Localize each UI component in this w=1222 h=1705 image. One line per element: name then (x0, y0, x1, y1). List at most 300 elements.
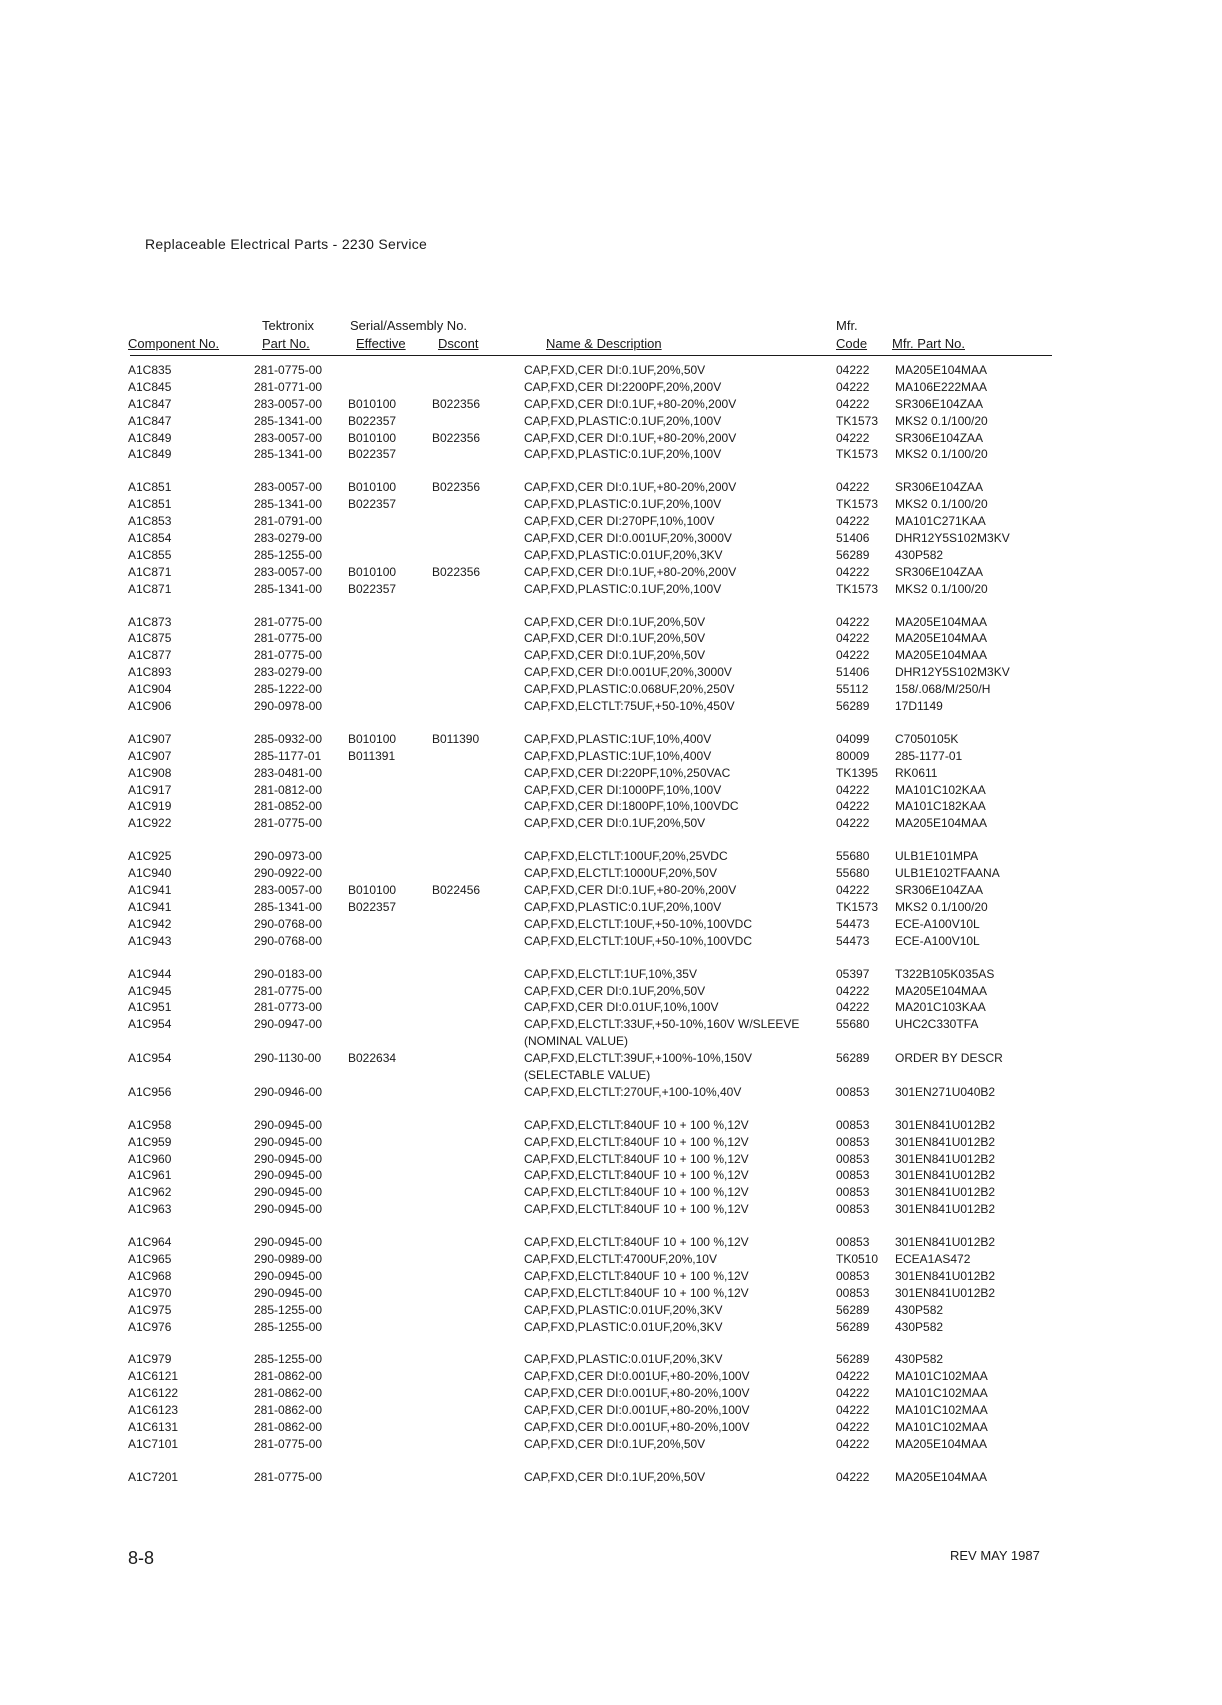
part-description: CAP,FXD,CER DI:0.001UF,+80-20%,100V (524, 1369, 750, 1384)
mfr-code: 51406 (836, 531, 870, 546)
serial-effective: B010100 (348, 430, 397, 445)
component-number: A1C849 (128, 447, 172, 462)
mfr-code: 55112 (836, 682, 869, 697)
part-description: CAP,FXD,CER DI:0.1UF,+80-20%,200V (524, 396, 737, 411)
part-description: CAP,FXD,PLASTIC:1UF,10%,400V (524, 748, 712, 763)
part-description: CAP,FXD,ELCTLT:100UF,20%,25VDC (524, 849, 728, 864)
part-description: CAP,FXD,ELCTLT:4700UF,20%,10V (524, 1252, 717, 1266)
table-row (0, 430, 1222, 447)
tektronix-part-number: 281-0862-00 (254, 1403, 323, 1418)
mfr-code: 04099 (836, 731, 870, 746)
part-description: CAP,FXD,PLASTIC:0.1UF,20%,100V (524, 413, 722, 428)
component-number: A1C964 (128, 1235, 172, 1250)
mfr-code: 04222 (836, 363, 870, 377)
mfr-code: 55680 (836, 1017, 870, 1032)
table-row (0, 933, 1222, 950)
mfr-part-number: MA205E104MAA (895, 631, 988, 646)
mfr-part-number: 301EN841U012B2 (895, 1151, 996, 1166)
tektronix-part-number: 281-0775-00 (254, 631, 323, 646)
mfr-code: 04222 (836, 480, 870, 495)
component-number: A1C975 (128, 1302, 172, 1317)
tektronix-part-number: 285-1341-00 (254, 899, 323, 914)
serial-effective: B010100 (348, 883, 397, 898)
part-description: CAP,FXD,PLASTIC:0.01UF,20%,3KV (524, 1352, 723, 1367)
mfr-part-number: 301EN841U012B2 (895, 1185, 996, 1200)
table-row (0, 1184, 1222, 1201)
mfr-code: 04222 (836, 1420, 870, 1435)
component-number: A1C922 (128, 816, 172, 831)
serial-effective: B010100 (348, 564, 397, 579)
component-number: A1C963 (128, 1202, 172, 1217)
mfr-part-number: ULB1E101MPA (895, 849, 979, 864)
tektronix-part-number: 281-0775-00 (254, 648, 323, 663)
mfr-code: TK1573 (836, 497, 879, 512)
component-number: A1C940 (128, 866, 172, 881)
table-row (0, 547, 1222, 564)
component-number: A1C855 (128, 547, 172, 562)
tektronix-part-number: 290-0973-00 (254, 849, 323, 864)
component-number: A1C849 (128, 430, 172, 445)
col-header-serial: Serial/Assembly No. (350, 318, 468, 333)
part-description: CAP,FXD,ELCTLT:840UF 10 + 100 %,12V (524, 1185, 749, 1200)
mfr-part-number: MA101C102KAA (895, 782, 986, 797)
component-number: A1C959 (128, 1134, 172, 1149)
part-description: CAP,FXD,ELCTLT:10UF,+50-10%,100VDC (524, 916, 752, 931)
tektronix-part-number: 285-1177-01 (254, 748, 322, 763)
component-number: A1C960 (128, 1151, 172, 1166)
tektronix-part-number: 290-0945-00 (254, 1285, 323, 1300)
row-group (0, 966, 1222, 1101)
part-description: CAP,FXD,CER DI:2200PF,20%,200V (524, 379, 722, 394)
mfr-code: 80009 (836, 748, 870, 763)
mfr-code: 04222 (836, 1000, 870, 1015)
part-description: CAP,FXD,CER DI:0.001UF,+80-20%,100V (524, 1386, 750, 1401)
tektronix-part-number: 290-0947-00 (254, 1017, 323, 1032)
table-row (0, 1084, 1222, 1101)
col-header-description: Name & Description (546, 336, 662, 351)
component-number: A1C942 (128, 916, 172, 931)
part-description: CAP,FXD,CER DI:0.1UF,20%,50V (524, 648, 706, 663)
mfr-code: 54473 (836, 916, 870, 931)
mfr-part-number: MA101C102MAA (895, 1369, 988, 1384)
mfr-part-number: T322B105K035AS (895, 966, 995, 981)
component-number: A1C941 (128, 883, 172, 898)
mfr-part-number: MA205E104MAA (895, 363, 988, 377)
mfr-part-number: 301EN841U012B2 (895, 1285, 996, 1300)
serial-effective: B010100 (348, 480, 397, 495)
table-row (0, 1469, 1222, 1486)
mfr-code: 04222 (836, 396, 870, 411)
serial-effective: B022357 (348, 447, 397, 462)
mfr-part-number: SR306E104ZAA (895, 883, 984, 898)
revision-date: REV MAY 1987 (950, 1548, 1040, 1563)
part-description: CAP,FXD,CER DI:0.001UF,20%,3000V (524, 665, 732, 680)
table-row (0, 496, 1222, 513)
table-row (0, 564, 1222, 581)
component-number: A1C854 (128, 531, 172, 546)
tektronix-part-number: 281-0775-00 (254, 1436, 323, 1451)
part-description: CAP,FXD,CER DI:0.001UF,20%,3000V (524, 531, 732, 546)
mfr-part-number: MA205E104MAA (895, 1469, 988, 1484)
table-row (0, 1419, 1222, 1436)
table-row (0, 664, 1222, 681)
table-row (0, 614, 1222, 631)
component-number: A1C951 (128, 1000, 172, 1015)
tektronix-part-number: 283-0057-00 (254, 564, 323, 579)
tektronix-part-number: 285-1222-00 (254, 682, 323, 697)
tektronix-part-number: 290-0945-00 (254, 1168, 323, 1183)
part-description: CAP,FXD,CER DI:0.1UF,+80-20%,200V (524, 430, 737, 445)
table-row (0, 647, 1222, 664)
table-row (0, 1319, 1222, 1336)
tektronix-part-number: 285-1255-00 (254, 1319, 323, 1334)
mfr-part-number: MA205E104MAA (895, 648, 988, 663)
col-header-tek-top: Tektronix (262, 318, 315, 333)
component-number: A1C979 (128, 1352, 172, 1367)
tektronix-part-number: 285-1341-00 (254, 447, 323, 462)
component-number: A1C906 (128, 699, 172, 714)
tektronix-part-number: 281-0862-00 (254, 1420, 323, 1435)
tektronix-part-number: 290-0945-00 (254, 1268, 323, 1283)
mfr-part-number: DHR12Y5S102M3KV (895, 531, 1010, 546)
mfr-part-number: ORDER BY DESCR (895, 1051, 1003, 1066)
mfr-part-number: SR306E104ZAA (895, 564, 984, 579)
mfr-part-number: C7050105K (895, 731, 959, 746)
mfr-part-number: SR306E104ZAA (895, 480, 984, 495)
table-row (0, 1285, 1222, 1302)
tektronix-part-number: 285-1341-00 (254, 413, 323, 428)
component-number: A1C851 (128, 497, 172, 512)
tektronix-part-number: 281-0773-00 (254, 1000, 323, 1015)
component-number: A1C6121 (128, 1369, 179, 1384)
component-number: A1C925 (128, 849, 172, 864)
table-row (0, 1167, 1222, 1184)
table-row (0, 765, 1222, 782)
table-row (0, 581, 1222, 598)
part-description: CAP,FXD,ELCTLT:840UF 10 + 100 %,12V (524, 1117, 749, 1132)
mfr-code: 00853 (836, 1168, 870, 1183)
component-number: A1C847 (128, 396, 172, 411)
mfr-part-number: MKS2 0.1/100/20 (895, 899, 988, 914)
serial-effective: B022357 (348, 413, 397, 428)
table-row (0, 899, 1222, 916)
mfr-code: 55680 (836, 849, 870, 864)
table-row (0, 782, 1222, 799)
mfr-part-number: 301EN841U012B2 (895, 1235, 996, 1250)
component-number: A1C7101 (128, 1436, 179, 1451)
part-description: CAP,FXD,CER DI:0.1UF,20%,50V (524, 614, 706, 629)
part-description (524, 1050, 752, 1084)
row-group (0, 479, 1222, 597)
part-description: CAP,FXD,PLASTIC:0.1UF,20%,100V (524, 581, 722, 596)
part-description-line: CAP,FXD,ELCTLT:39UF,+100%-10%,150V (524, 1051, 753, 1066)
mfr-code: 04222 (836, 816, 870, 831)
mfr-code: 04222 (836, 1436, 870, 1451)
component-number: A1C943 (128, 933, 172, 948)
tektronix-part-number: 281-0775-00 (254, 1469, 323, 1484)
mfr-part-number: MKS2 0.1/100/20 (895, 447, 988, 462)
table-row (0, 530, 1222, 547)
page-number: 8-8 (128, 1548, 155, 1568)
part-description: CAP,FXD,PLASTIC:0.1UF,20%,100V (524, 899, 722, 914)
part-description: CAP,FXD,PLASTIC:0.1UF,20%,100V (524, 447, 722, 462)
mfr-code: 00853 (836, 1185, 870, 1200)
part-description: CAP,FXD,ELCTLT:75UF,+50-10%,450V (524, 699, 735, 714)
mfr-part-number: MA101C102MAA (895, 1403, 988, 1418)
part-description: CAP,FXD,ELCTLT:1000UF,20%,50V (524, 866, 717, 881)
mfr-part-number: MKS2 0.1/100/20 (895, 581, 988, 596)
col-header-mfr-top: Mfr. (836, 318, 858, 333)
mfr-part-number: 285-1177-01 (895, 748, 963, 763)
mfr-code: TK1573 (836, 447, 879, 462)
mfr-code: 56289 (836, 1051, 870, 1066)
mfr-code: 04222 (836, 1386, 870, 1401)
part-description: CAP,FXD,CER DI:220PF,10%,250VAC (524, 765, 731, 780)
table-row (0, 1134, 1222, 1151)
component-number: A1C7201 (128, 1469, 179, 1484)
mfr-part-number: RK0611 (895, 765, 938, 780)
tektronix-part-number: 290-0768-00 (254, 933, 323, 948)
part-description: CAP,FXD,CER DI:0.001UF,+80-20%,100V (524, 1420, 750, 1435)
mfr-code: 00853 (836, 1117, 870, 1132)
mfr-part-number: 158/.068/M/250/H (895, 682, 991, 697)
tektronix-part-number: 283-0481-00 (254, 765, 323, 780)
table-row (0, 1234, 1222, 1251)
tektronix-part-number: 281-0862-00 (254, 1386, 323, 1401)
mfr-part-number: MA101C182KAA (895, 799, 986, 814)
table-row (0, 731, 1222, 748)
mfr-part-number: MA205E104MAA (895, 816, 988, 831)
tektronix-part-number: 290-0945-00 (254, 1202, 323, 1217)
part-description: CAP,FXD,CER DI:0.1UF,20%,50V (524, 1469, 706, 1484)
tektronix-part-number: 290-0945-00 (254, 1134, 323, 1149)
tektronix-part-number: 281-0775-00 (254, 983, 323, 998)
component-number: A1C853 (128, 514, 172, 529)
part-description (524, 1016, 799, 1050)
serial-dscont: B022356 (432, 564, 481, 579)
table-row (0, 1251, 1222, 1268)
serial-dscont: B022356 (432, 396, 481, 411)
row-group (0, 614, 1222, 715)
tektronix-part-number: 285-1341-00 (254, 497, 323, 512)
tektronix-part-number: 290-0768-00 (254, 916, 323, 931)
table-row (0, 1151, 1222, 1168)
mfr-code: 05397 (836, 966, 870, 981)
serial-effective: B022357 (348, 581, 397, 596)
tektronix-part-number: 290-0945-00 (254, 1151, 323, 1166)
mfr-code: TK1573 (836, 899, 879, 914)
tektronix-part-number: 281-0771-00 (254, 379, 323, 394)
row-group (0, 362, 1222, 463)
mfr-part-number: ECEA1AS472 (895, 1252, 971, 1266)
table-row (0, 1368, 1222, 1385)
mfr-code: 04222 (836, 782, 870, 797)
component-number: A1C919 (128, 799, 172, 814)
mfr-code: 04222 (836, 983, 870, 998)
tektronix-part-number: 290-0183-00 (254, 966, 323, 981)
row-group (0, 1117, 1222, 1218)
mfr-part-number: 430P582 (895, 1319, 944, 1334)
mfr-code: 04222 (836, 648, 870, 663)
component-number: A1C893 (128, 665, 172, 680)
tektronix-part-number: 290-0945-00 (254, 1185, 323, 1200)
col-header-tek-bottom: Part No. (262, 336, 310, 351)
component-number: A1C958 (128, 1117, 172, 1132)
tektronix-part-number: 283-0279-00 (254, 531, 323, 546)
table-row (0, 1351, 1222, 1368)
component-number: A1C6131 (128, 1420, 179, 1435)
serial-effective: B022357 (348, 497, 397, 512)
part-description: CAP,FXD,CER DI:0.1UF,20%,50V (524, 363, 706, 377)
tektronix-part-number: 290-0945-00 (254, 1117, 323, 1132)
part-description: CAP,FXD,ELCTLT:840UF 10 + 100 %,12V (524, 1202, 749, 1217)
table-row (0, 966, 1222, 983)
tektronix-part-number: 281-0852-00 (254, 799, 323, 814)
part-description: CAP,FXD,PLASTIC:1UF,10%,400V (524, 731, 712, 746)
component-number: A1C970 (128, 1285, 172, 1300)
component-number: A1C954 (128, 1051, 172, 1066)
component-number: A1C968 (128, 1268, 172, 1283)
table-row (0, 983, 1222, 1000)
mfr-part-number: 301EN271U040B2 (895, 1084, 996, 1099)
mfr-code: 04222 (836, 1403, 870, 1418)
part-description: CAP,FXD,ELCTLT:10UF,+50-10%,100VDC (524, 933, 752, 948)
row-group (0, 848, 1222, 949)
mfr-code: TK1573 (836, 581, 879, 596)
table-row (0, 1436, 1222, 1453)
tektronix-part-number: 283-0057-00 (254, 480, 323, 495)
mfr-part-number: MA101C271KAA (895, 514, 986, 529)
part-description: CAP,FXD,CER DI:0.1UF,20%,50V (524, 816, 706, 831)
mfr-code: 56289 (836, 1319, 870, 1334)
tektronix-part-number: 281-0775-00 (254, 614, 323, 629)
tektronix-part-number: 290-0922-00 (254, 866, 323, 881)
mfr-part-number: MA205E104MAA (895, 1436, 988, 1451)
table-row (0, 999, 1222, 1016)
table-row (0, 815, 1222, 832)
mfr-part-number: MA101C102MAA (895, 1420, 988, 1435)
part-description: CAP,FXD,CER DI:0.1UF,+80-20%,200V (524, 564, 737, 579)
table-row (0, 916, 1222, 933)
mfr-part-number: MA205E104MAA (895, 983, 988, 998)
mfr-code: 04222 (836, 1469, 870, 1484)
tektronix-part-number: 285-0932-00 (254, 731, 323, 746)
table-row (0, 396, 1222, 413)
mfr-part-number: SR306E104ZAA (895, 396, 984, 411)
mfr-code: 54473 (836, 933, 870, 948)
mfr-code: TK0510 (836, 1252, 879, 1266)
part-description: CAP,FXD,ELCTLT:840UF 10 + 100 %,12V (524, 1134, 749, 1149)
table-row (0, 513, 1222, 530)
table-row (0, 1201, 1222, 1218)
component-number: A1C907 (128, 731, 172, 746)
serial-effective: B010100 (348, 396, 397, 411)
row-group (0, 731, 1222, 832)
mfr-part-number: 430P582 (895, 1302, 944, 1317)
mfr-code: 51406 (836, 665, 870, 680)
table-row (0, 1385, 1222, 1402)
part-description: CAP,FXD,CER DI:0.01UF,10%,100V (524, 1000, 719, 1015)
mfr-code: 04222 (836, 514, 870, 529)
part-description: CAP,FXD,ELCTLT:840UF 10 + 100 %,12V (524, 1235, 749, 1250)
mfr-code: 56289 (836, 1352, 870, 1367)
table-row (0, 362, 1222, 379)
table-row (0, 1268, 1222, 1285)
tektronix-part-number: 285-1255-00 (254, 1352, 323, 1367)
tektronix-part-number: 283-0057-00 (254, 430, 323, 445)
table-row (0, 698, 1222, 715)
mfr-code: 00853 (836, 1202, 870, 1217)
mfr-part-number: UHC2C330TFA (895, 1017, 979, 1032)
part-description: CAP,FXD,ELCTLT:840UF 10 + 100 %,12V (524, 1268, 749, 1283)
mfr-part-number: 301EN841U012B2 (895, 1268, 996, 1283)
mfr-part-number: 301EN841U012B2 (895, 1134, 996, 1149)
component-number: A1C961 (128, 1168, 172, 1183)
table-row (0, 1402, 1222, 1419)
component-number: A1C871 (128, 564, 172, 579)
mfr-code: 00853 (836, 1235, 870, 1250)
col-header-effective: Effective (356, 336, 406, 351)
part-description: CAP,FXD,ELCTLT:840UF 10 + 100 %,12V (524, 1168, 749, 1183)
tektronix-part-number: 281-0775-00 (254, 816, 323, 831)
component-number: A1C965 (128, 1252, 172, 1266)
tektronix-part-number: 290-1130-00 (254, 1051, 322, 1066)
mfr-code: 04222 (836, 1369, 870, 1384)
col-header-mfr-part: Mfr. Part No. (892, 336, 965, 351)
mfr-part-number: ECE-A100V10L (895, 933, 980, 948)
table-row (0, 413, 1222, 430)
part-description-line: CAP,FXD,ELCTLT:33UF,+50-10%,160V W/SLEEVE (524, 1017, 800, 1032)
component-number: A1C835 (128, 363, 172, 377)
part-description-note: (NOMINAL VALUE) (524, 1034, 629, 1049)
part-description: CAP,FXD,ELCTLT:1UF,10%,35V (524, 966, 697, 981)
parts-table (0, 362, 1222, 1502)
tektronix-part-number: 290-0945-00 (254, 1235, 323, 1250)
tektronix-part-number: 281-0791-00 (254, 514, 323, 529)
component-number: A1C945 (128, 983, 172, 998)
mfr-code: 04222 (836, 430, 870, 445)
mfr-part-number: 301EN841U012B2 (895, 1168, 996, 1183)
part-description: CAP,FXD,CER DI:0.1UF,20%,50V (524, 983, 706, 998)
table-row (0, 748, 1222, 765)
serial-effective: B010100 (348, 731, 397, 746)
row-group (0, 1469, 1222, 1486)
tektronix-part-number: 285-1255-00 (254, 1302, 323, 1317)
serial-dscont: B022456 (432, 883, 481, 898)
component-number: A1C976 (128, 1319, 172, 1334)
component-number: A1C6122 (128, 1386, 179, 1401)
table-row (0, 1050, 1222, 1084)
mfr-code: 04222 (836, 631, 870, 646)
mfr-code: 04222 (836, 614, 870, 629)
component-number: A1C908 (128, 765, 172, 780)
part-description: CAP,FXD,CER DI:0.001UF,+80-20%,100V (524, 1403, 750, 1418)
tektronix-part-number: 290-0978-00 (254, 699, 323, 714)
mfr-code: 00853 (836, 1285, 870, 1300)
page-header: Replaceable Electrical Parts - 2230 Service (145, 236, 428, 252)
part-description: CAP,FXD,CER DI:1800PF,10%,100VDC (524, 799, 739, 814)
mfr-code: 04222 (836, 883, 870, 898)
tektronix-part-number: 283-0279-00 (254, 665, 323, 680)
col-header-component: Component No. (128, 336, 220, 351)
tektronix-part-number: 283-0057-00 (254, 396, 323, 411)
mfr-part-number: 301EN841U012B2 (895, 1202, 996, 1217)
tektronix-part-number: 281-0862-00 (254, 1369, 323, 1384)
tektronix-part-number: 285-1341-00 (254, 581, 323, 596)
part-description: CAP,FXD,PLASTIC:0.1UF,20%,100V (524, 497, 722, 512)
mfr-part-number: 430P582 (895, 1352, 944, 1367)
mfr-code: 04222 (836, 564, 870, 579)
